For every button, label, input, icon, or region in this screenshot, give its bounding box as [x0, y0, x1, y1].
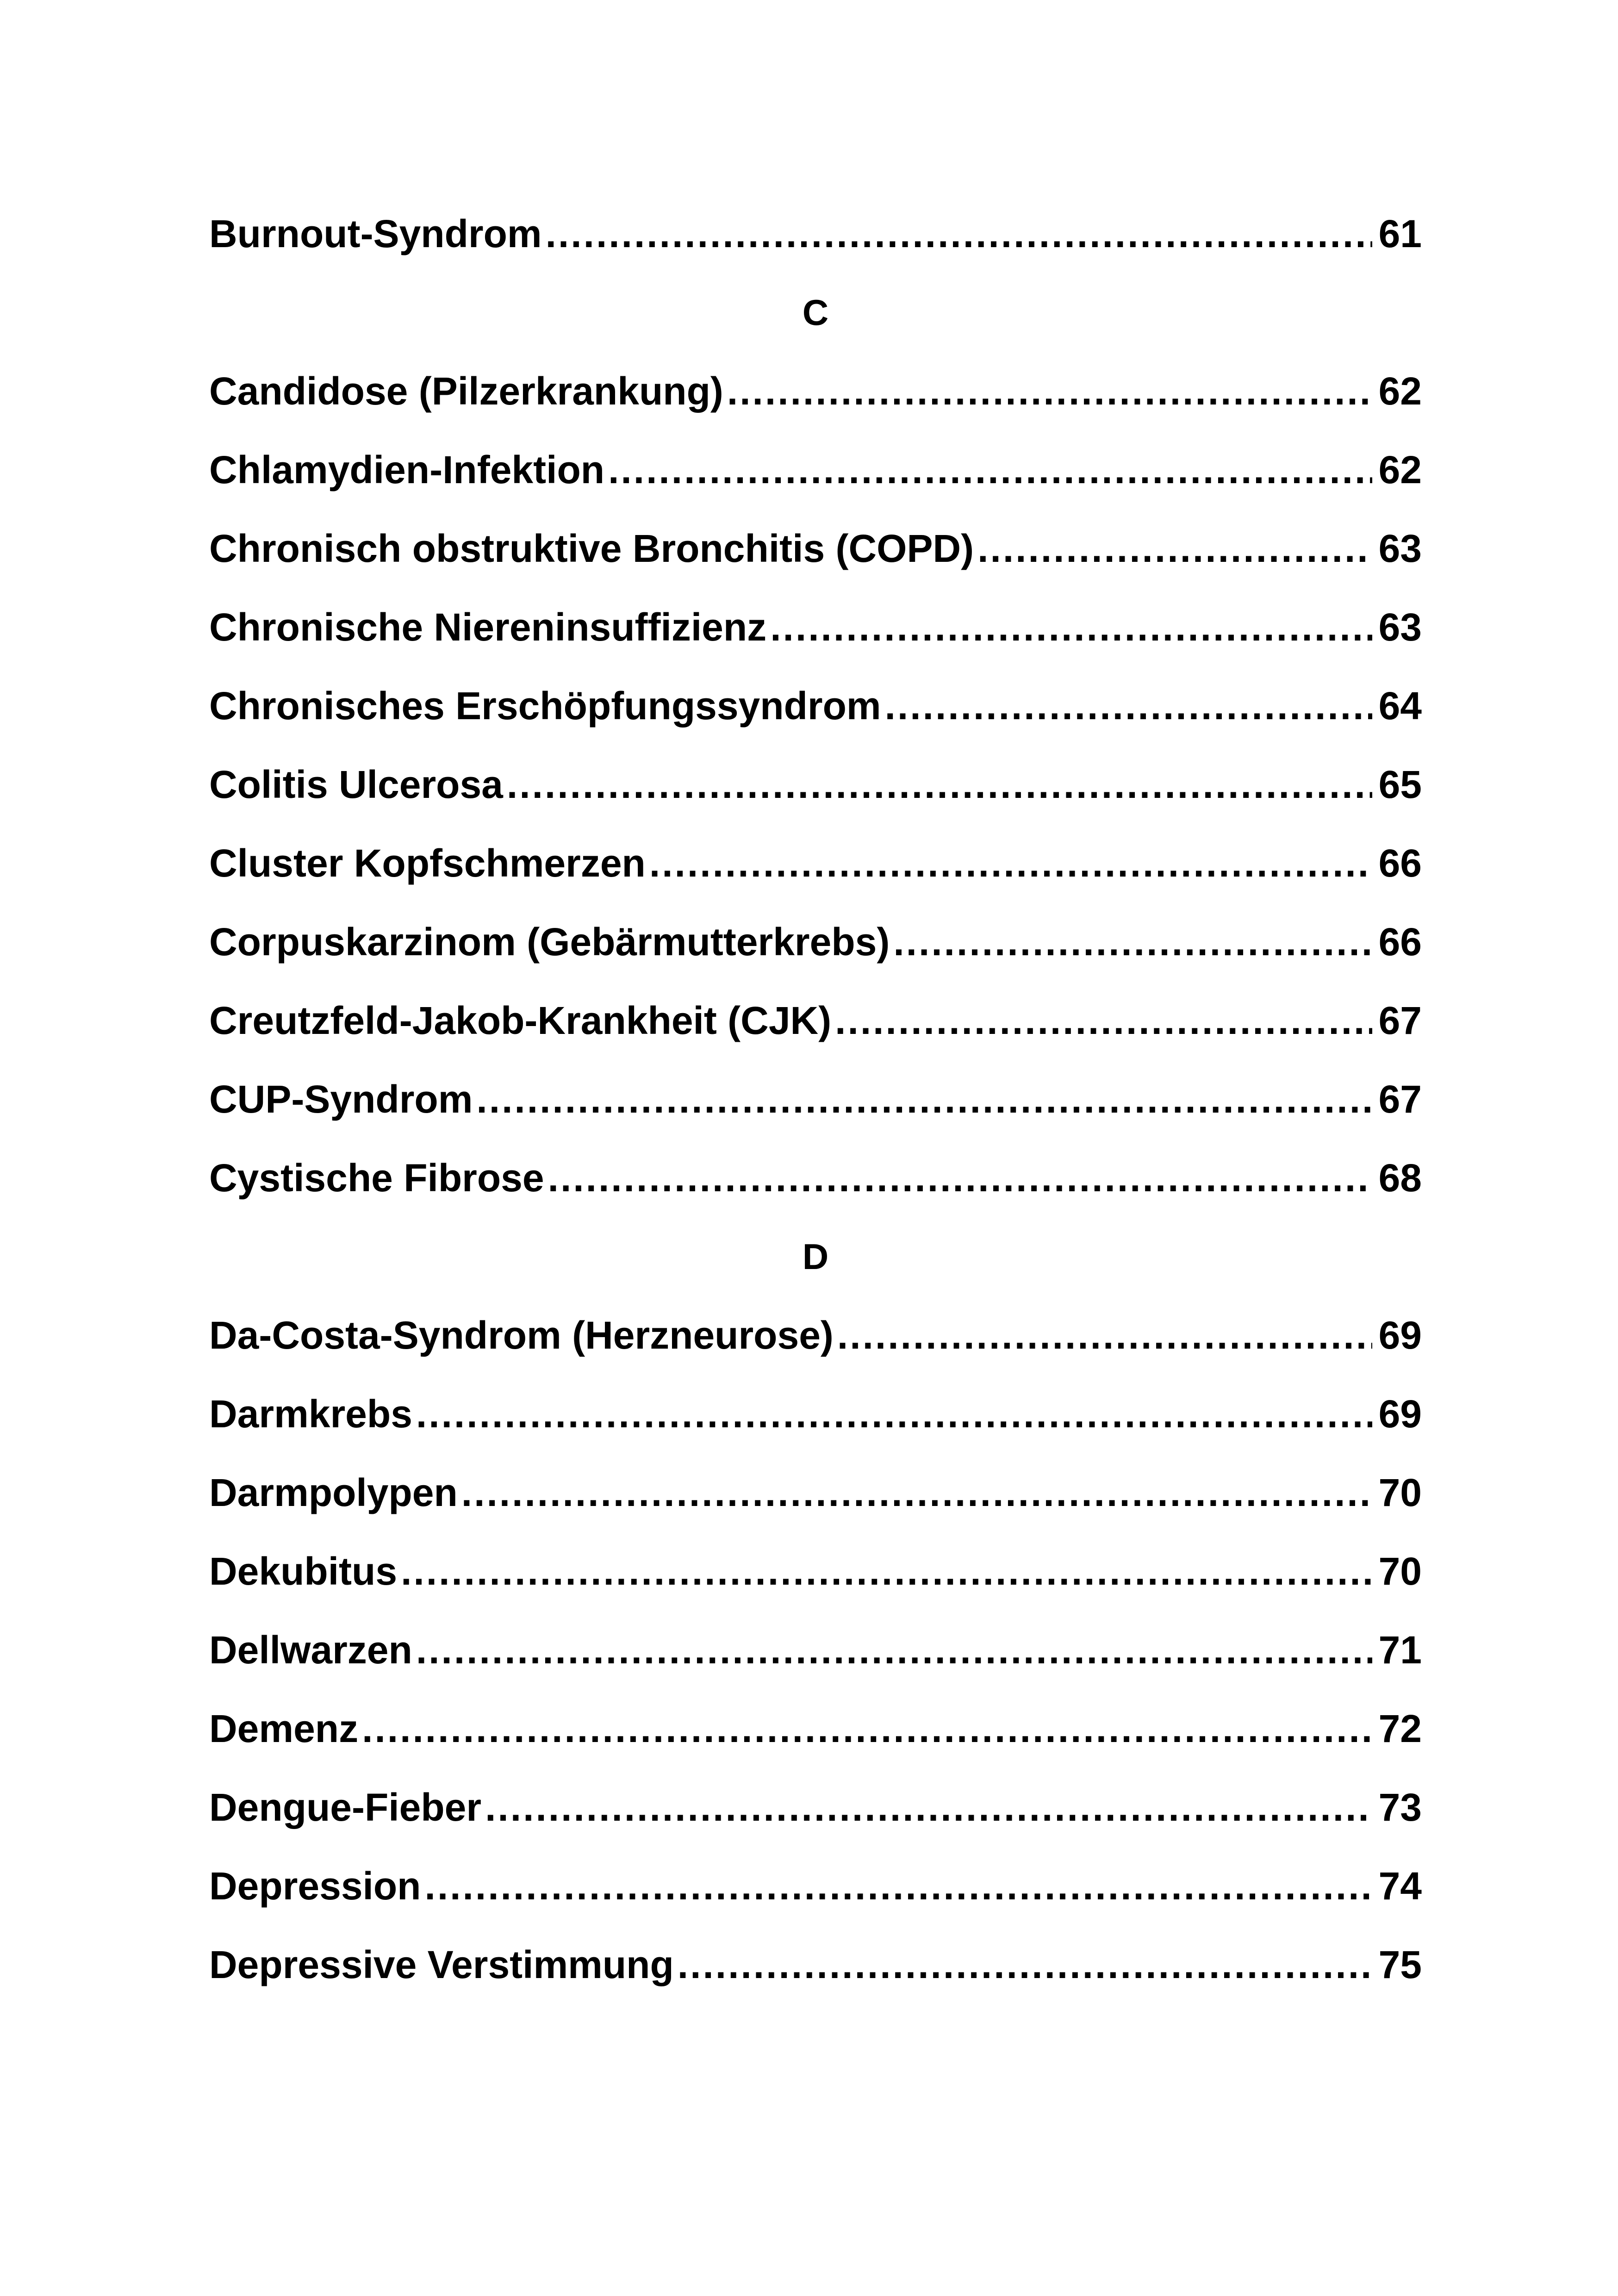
toc-entry-page-number: 69: [1378, 1392, 1422, 1436]
toc-entry[interactable]: [209, 666, 1422, 745]
toc-entry[interactable]: [209, 1139, 1422, 1217]
toc-entry[interactable]: [209, 1296, 1422, 1375]
section-letter-heading: D: [802, 1236, 829, 1277]
toc-entry-title: Burnout-Syndrom: [209, 212, 542, 255]
toc-entry-title: Dellwarzen: [209, 1628, 412, 1672]
toc-entry[interactable]: [209, 902, 1422, 981]
toc-entry-title: Depression: [209, 1864, 421, 1908]
toc-entry-page-number: 68: [1378, 1156, 1422, 1200]
toc-entry[interactable]: [209, 352, 1422, 430]
toc-entry-title: Demenz: [209, 1707, 359, 1750]
toc-entry[interactable]: [209, 1060, 1422, 1139]
toc-entry-title: Creutzfeld-Jakob-Krankheit (CJK): [209, 999, 832, 1042]
dot-leader: [416, 1375, 1372, 1453]
toc-entry-title: Cluster Kopfschmerzen: [209, 841, 646, 885]
toc-entry-page-number: 70: [1378, 1471, 1422, 1514]
toc-entry-title: Colitis Ulcerosa: [209, 763, 503, 806]
toc-entry-page-number: 62: [1378, 448, 1422, 492]
dot-leader: [893, 902, 1372, 981]
toc-entry[interactable]: [209, 430, 1422, 509]
dot-leader: [977, 509, 1372, 588]
toc-entry[interactable]: [209, 194, 1422, 273]
toc-entry[interactable]: [209, 1925, 1422, 2004]
toc-entry[interactable]: [209, 509, 1422, 588]
toc-entry[interactable]: [209, 1768, 1422, 1847]
toc-entry[interactable]: [209, 824, 1422, 902]
toc-entry[interactable]: [209, 981, 1422, 1060]
dot-leader: [727, 352, 1372, 430]
dot-leader: [362, 1689, 1372, 1768]
dot-leader: [885, 666, 1372, 745]
toc-entry-title: Candidose (Pilzerkrankung): [209, 369, 723, 413]
toc-entry[interactable]: [209, 1611, 1422, 1689]
toc-entry-page-number: 69: [1378, 1313, 1422, 1357]
dot-leader: [835, 981, 1372, 1060]
toc-entry-page-number: 61: [1378, 212, 1422, 255]
toc-entry[interactable]: [209, 1847, 1422, 1925]
toc-entry-page-number: 63: [1378, 605, 1422, 649]
dot-leader: [546, 194, 1372, 273]
dot-leader: [507, 745, 1372, 824]
dot-leader: [476, 1060, 1372, 1139]
toc-entry-page-number: 74: [1378, 1864, 1422, 1908]
toc-entry-title: Dekubitus: [209, 1549, 398, 1593]
toc-entry-title: CUP-Syndrom: [209, 1077, 473, 1121]
toc-entry-page-number: 67: [1378, 1077, 1422, 1121]
toc-entry-page-number: 63: [1378, 527, 1422, 570]
dot-leader: [401, 1532, 1372, 1611]
toc-entry-title: Darmpolypen: [209, 1471, 458, 1514]
dot-leader: [678, 1925, 1372, 2004]
toc-entry-page-number: 73: [1378, 1786, 1422, 1829]
dot-leader: [649, 824, 1372, 902]
toc-entry[interactable]: [209, 1375, 1422, 1453]
toc-entry-page-number: 67: [1378, 999, 1422, 1042]
toc-entry-page-number: 64: [1378, 684, 1422, 728]
toc-entry-title: Da-Costa-Syndrom (Herzneurose): [209, 1313, 834, 1357]
toc-entry-page-number: 72: [1378, 1707, 1422, 1750]
toc-entry[interactable]: [209, 1532, 1422, 1611]
dot-leader: [548, 1139, 1372, 1217]
toc-entry[interactable]: [209, 1689, 1422, 1768]
toc-entry-title: Chronisches Erschöpfungssyndrom: [209, 684, 881, 728]
toc-entry-title: Chlamydien-Infektion: [209, 448, 605, 492]
toc-entry-title: Chronisch obstruktive Bronchitis (COPD): [209, 527, 974, 570]
dot-leader: [485, 1768, 1372, 1847]
toc-entry-page-number: 71: [1378, 1628, 1422, 1672]
toc-entry-title: Depressive Verstimmung: [209, 1943, 674, 1986]
toc-entry-page-number: 66: [1378, 920, 1422, 964]
toc-entry-title: Dengue-Fieber: [209, 1786, 482, 1829]
toc-entry-page-number: 65: [1378, 763, 1422, 806]
dot-leader: [608, 430, 1372, 509]
toc-entry-page-number: 66: [1378, 841, 1422, 885]
dot-leader: [416, 1611, 1372, 1689]
table-of-contents: [209, 194, 1422, 2004]
section-letter-heading: C: [802, 292, 829, 333]
toc-entry-page-number: 70: [1378, 1549, 1422, 1593]
toc-entry[interactable]: [209, 588, 1422, 666]
toc-entry-title: Darmkrebs: [209, 1392, 412, 1436]
dot-leader: [425, 1847, 1372, 1925]
toc-entry-title: Chronische Niereninsuffizienz: [209, 605, 767, 649]
toc-entry-title: Cystische Fibrose: [209, 1156, 544, 1200]
dot-leader: [770, 588, 1372, 666]
toc-entry-page-number: 75: [1378, 1943, 1422, 1986]
dot-leader: [461, 1453, 1372, 1532]
toc-entry-page-number: 62: [1378, 369, 1422, 413]
toc-entry[interactable]: [209, 745, 1422, 824]
dot-leader: [837, 1296, 1372, 1375]
toc-entry-title: Corpuskarzinom (Gebärmutterkrebs): [209, 920, 890, 964]
toc-entry[interactable]: [209, 1453, 1422, 1532]
